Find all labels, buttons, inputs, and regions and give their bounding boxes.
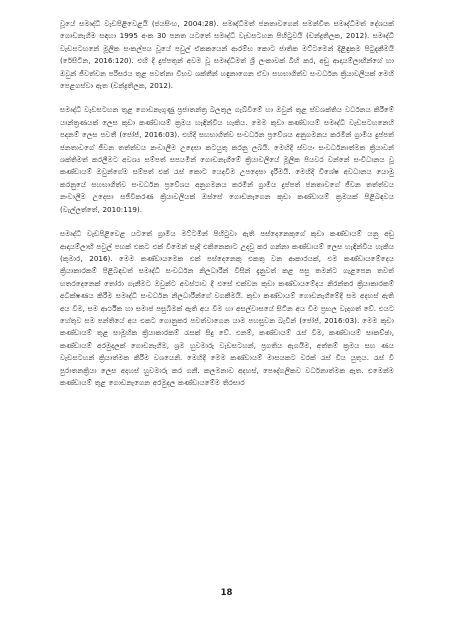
paragraph-2: සමෘද්ධි වැඩසටහන තුළ ගොඩනැගුණු ප්‍රජාතන්ත්‍ර බලතුල ගැබ්වීමේ හා ඔවුන් තුළ ස්වශක්තිය වර්ධනය කිරීමේ යාන්ත්‍රණයක් ලෙස කුඩා කණ්ඩායම් ක්‍රමය හැඳින්විය හැකිය. මෙම කුඩා කණ්ඩායම් සමෘද්ධි වැඩසටහනෙහි පදනම් ලෙස පවතී (ජෝජ්, 2016:03). එහිදී සහභාගිත්ව සංවර්ධන ප්‍රවේශය අනුගමනය කරමින් ග්‍රාමීය දුප්පත් ජනතාවගේ ජීවන තත්ත්වය නංවාලීම උදෙසා කටයුතු කරනු ලබයි. මෙහිදී ස්වයං සංවර්ධනාත්මක ක්‍රියාවන් ශක්තිමත් කරලීමට අවශ්‍ය සම්පත් සපයමින් ගොඩනැගීමේ ක්‍රියාවලියේ මූලික පියවර වන්නේ සංවිධානය වූ කණ්ඩායම් ඔවුන්ගේම සම්පත් එක් රැස් කොට යෙදවීම උපදෙසා දැරීමයි. මෙහිදී විශේෂ අවධානය යොමු කරනුයේ සහභාගිත්ව සංවර්ධන ප්‍රවේශය අනුගමනය කරමින් ග්‍රාමීය දුප්පත් ජනතාවගේ ජීවන තත්ත්වය නංවාලීම උදෙසා සජීවීකරණ ක්‍රියාවලියක් ඔස්සේ ගොඩනැගෙන කුඩා කණ්ඩායම් ක්‍රමයක් පිළිබඳවය (වැල්ලත්තේ, 2010:119). [60,105,394,214]
page-number: 18 [220,588,233,598]
document-body [60,18,394,401]
paragraph-3: සමෘද්ධි වැඩපිළිවෙළ යටතේ ග්‍රාමීය මට්ටමින් පිහිටුවා ඇති පස්දෙනෙකුගේ කුඩා කණ්ඩායම් යනු අඩු ආදායම්ලාභී පවුල් පහක් එකට එක් වීමෙන් සෑදී එකිනෙකාට උදවු කර ගන්නා කණ්ඩායම් ලෙස හැඳින්විය හැකිය (කුමාර, 2016). මෙම කණ්ඩායමෙක එක් පස්දෙනෙකු එකතු වන ආකාරයක්, එම කණ්ඩායමේදෙය ක්‍රියාකාරකම් පිළිබඳවත් සමෘද්ධි සංවර්ධන නිලධාරීන් විසින් දැනුවත් කළ පසු තමන්ට ගැළපෙන තවත් හතරදෙනෙක් තෝරා ගැනීමට ඔවුන්ට අවස්ථාව දී එසේ එක්වන කුඩා කණ්ඩායමේදය නිරන්තර ක්‍රියාකාරකම් අධීක්ෂණය කිරීම සමෘද්ධි සංවර්ධන නිලධාරීන්ගේ වගකීමයි. කුඩා කණ්ඩායම් ගොඩනැගීමේදී සම අදහස් ඇති අය වීම, සම ආර්ථික හා සමාජ පසුබිමක් ඇති අය වීම හා අසල්වාසයේ සිටින අය වීම ප්‍රභල වැදගත් වේ. එයට හේතුව සම පන්තියේ අය එකට ගොනුකර පවත්වාගෙන යාම පහසුවන බැවින් (ජෝජ්, 2016:03). මෙම කුඩා කණ්ඩායම් තුළ සාමූහික ක්‍රියාකාරකම් රැසක් සිදු වේ. එනම්, කණ්ඩායම් රැස් වීම, කණ්ඩායම් සාකච්ඡා, කණ්ඩායම් අරමුදලක් ගොඩනැගීම, ශ්‍රම හුවමාරු වැඩසටහන්, ප්‍රගතිය ඇගයීම, අත්තම් ක්‍රමය සහ ණය වැඩසටහන් ක්‍රියාත්මක කිරීම වශයෙනි. මෙහිදී මෙම කණ්ඩායම් මාසයකට වරක් රැස් විය යුතුය. රැස් වී පුරාතනක්‍රියා ලෙස අදහස් හුවමාරු කර ගනී. කලමනාව අදහස්, පෞද්ගලිකව වර්ධනාත්මක ඇත. එමෙන්ම කණ්ඩායම් තුළ ගොඩනැගෙන අරමුදල කණ්ඩායමේම තිරසාර [60,229,394,387]
paragraph-1: වූයේ සමෘද්ධි වැඩපිළිවෙළයි (ජයසිංහ, 2004:28). සමෘද්ධිමත් ජනතාවගෙන් සමන්විත සමෘද්ධිමත් දේශයක් ගොඩනැගීම සඳහා 1995 අංක 30 පනත යටතේ සමෘද්ධි වැඩසටහන පිහිටුවයි (චන්ද්‍රතිලක, 2012). සමෘද්ධි වැඩසටහනේ මූලික සංකල්පය වූයේ පවුල් ඒකකයෙන් ආරම්භ කොට ජාතික මට්ටමෙන් දිළිඳුකම පිටුදැකීමයි (රේසිටින, 2016:120). එහි දී දුප්පතුන් අවම වූ සමෘද්ධිමත් ශ්‍රී ලංකාවක් බිහි කර, අඩු ආදායම්ලාභීන්ගේ හා ඔවුන් ජීවත්වන පරිසරය තුළ පවත්නා විභව ශක්තීන් හඳුනාගෙන ඒවා සහභාගිත්ව සංවර්ධන ක්‍රියාවලියක් මෙහි පෙළගස්වා ඇත (චන්ද්‍රතිලක, 2012). [60,19,394,91]
